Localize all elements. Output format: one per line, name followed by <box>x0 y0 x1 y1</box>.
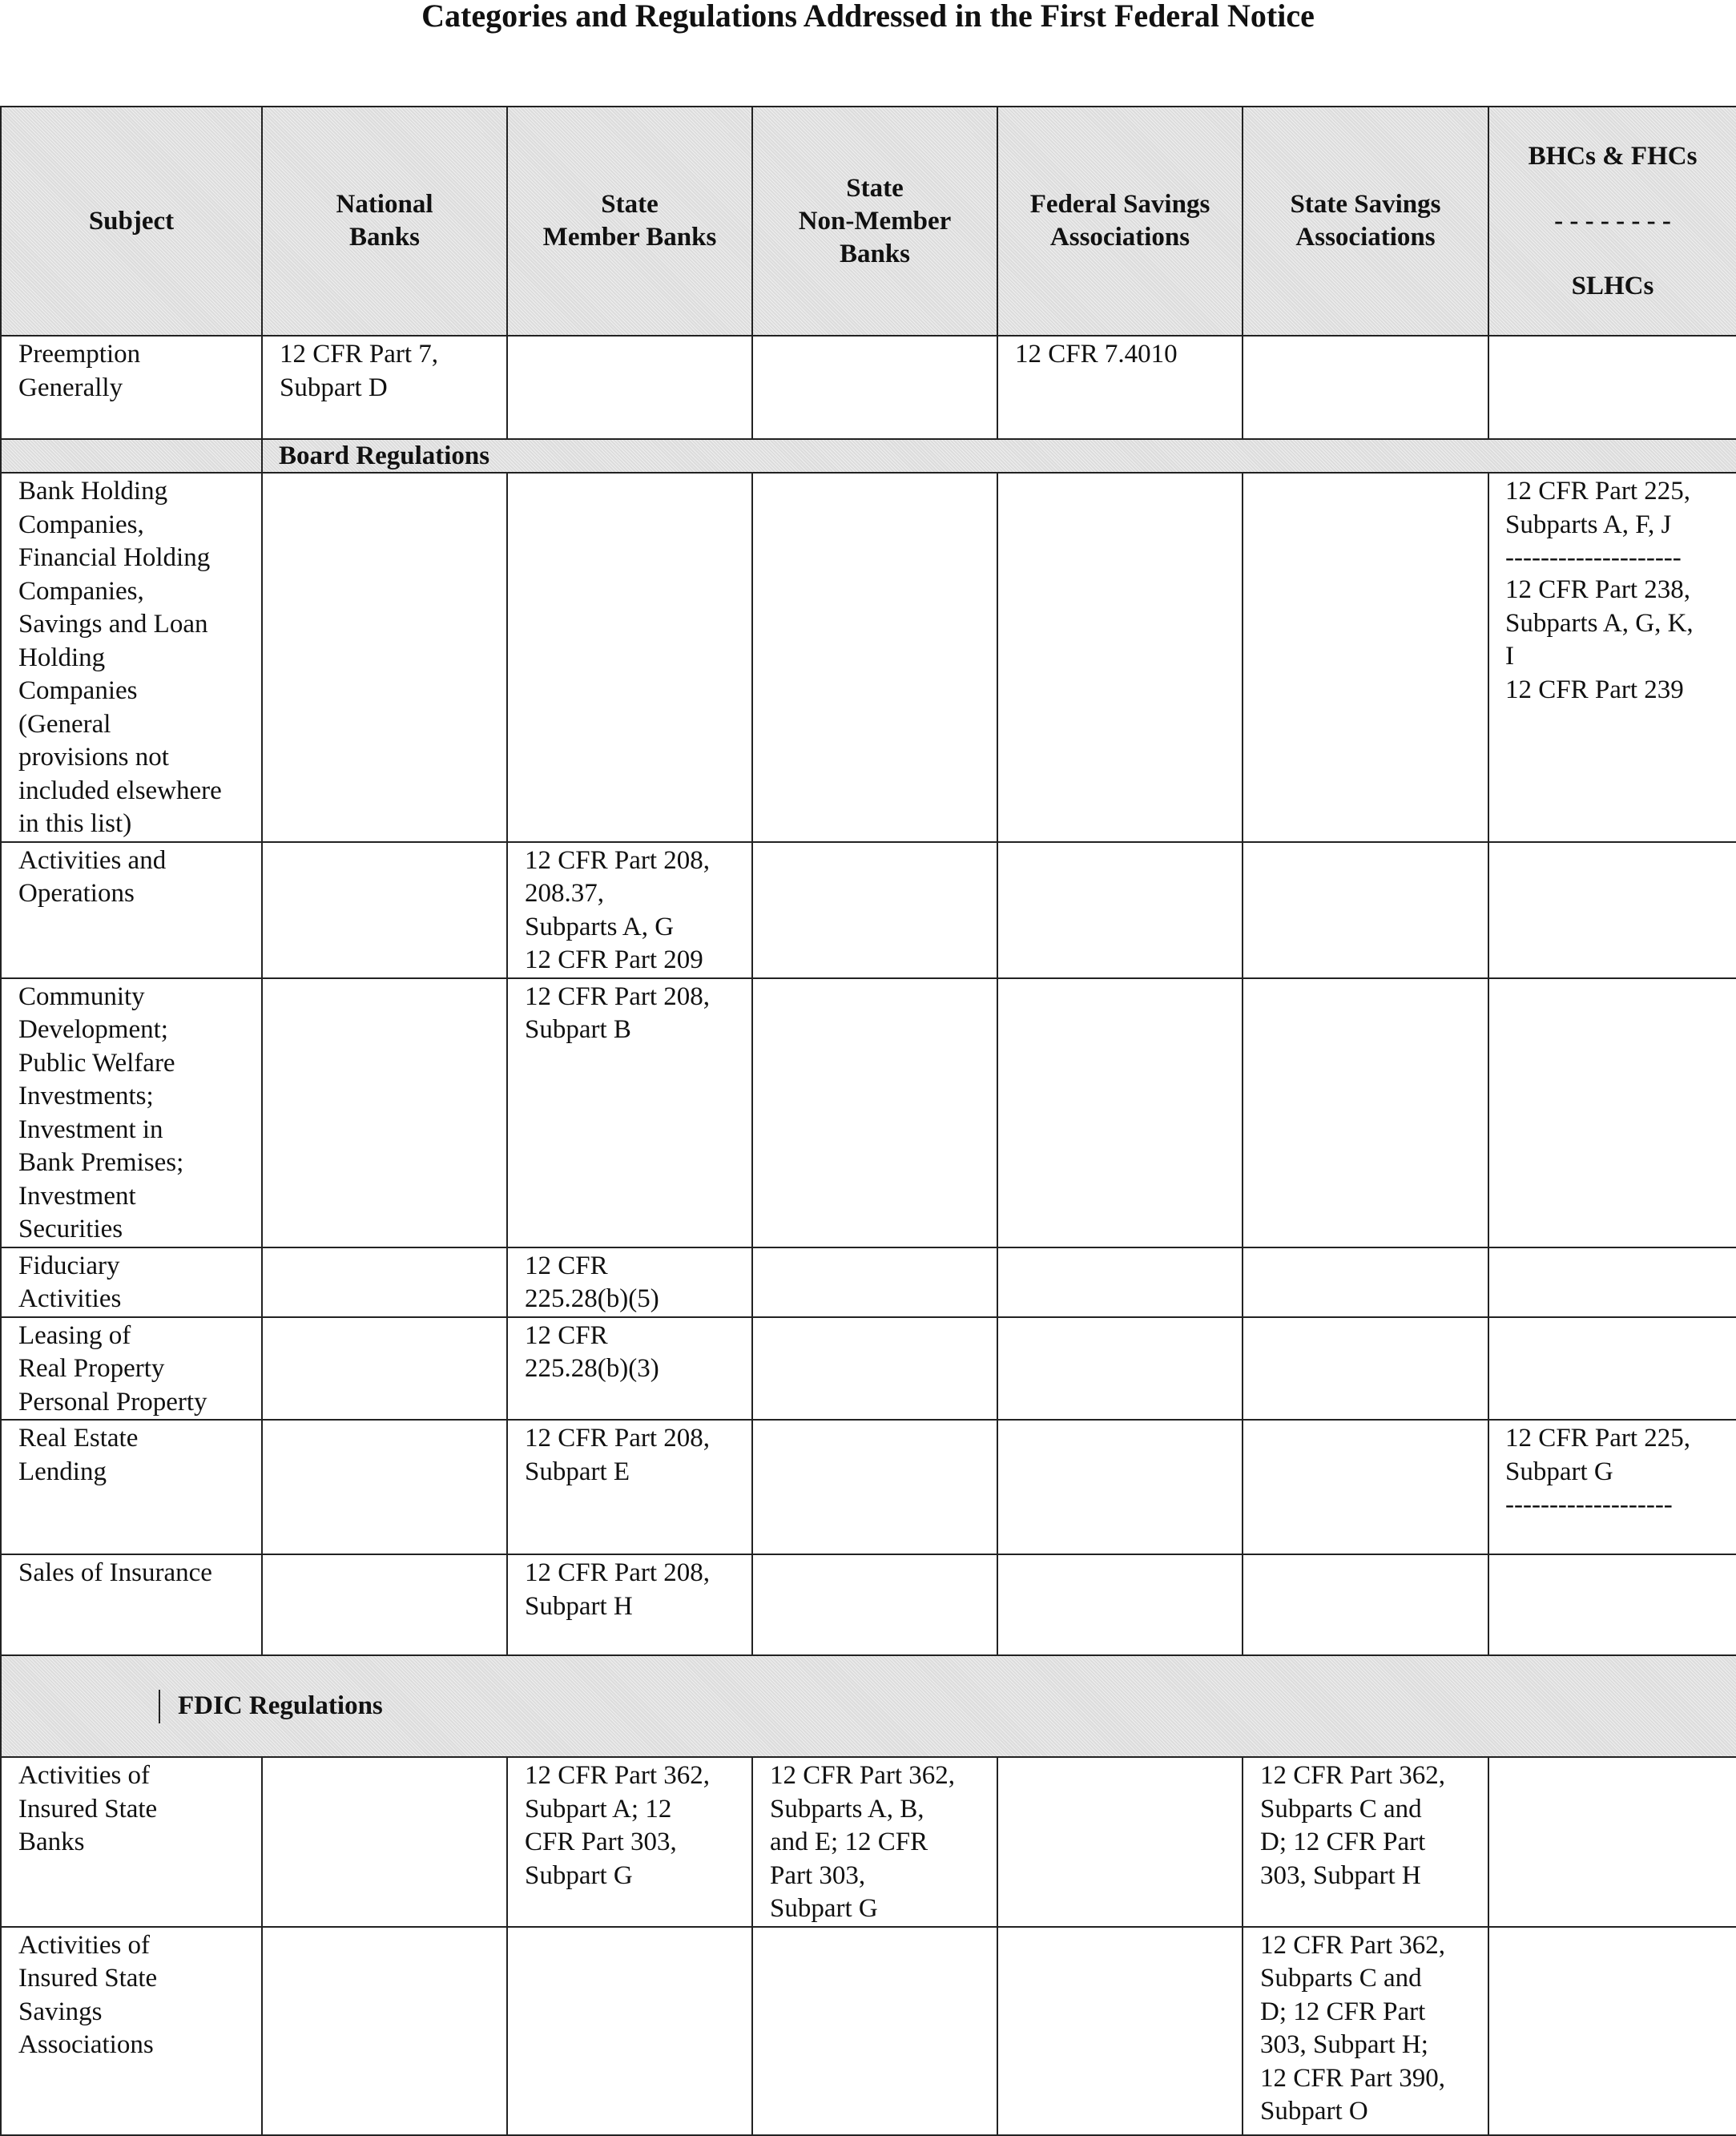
cell-state-member-banks: 12 CFR 225.28(b)(3) <box>507 1317 752 1421</box>
cell-state-savings-associations <box>1243 978 1488 1247</box>
header-row <box>1 107 1736 336</box>
section-fdic-band <box>1 1655 1736 1757</box>
cell-state-member-banks: 12 CFR 225.28(b)(5) <box>507 1247 752 1317</box>
cell-state-member-banks: 12 CFR Part 362, Subpart A; 12 CFR Part 303, Subpart G <box>507 1757 752 1927</box>
table-row <box>1 1757 1736 1927</box>
row-subject: Fiduciary Activities <box>1 1247 262 1317</box>
cell-bhcs-fhcs-slhcs <box>1488 336 1736 439</box>
section-fdic-inner <box>2 1690 1736 1723</box>
cell-state-non-member-banks <box>752 336 997 439</box>
table-row <box>1 1247 1736 1317</box>
cell-bhcs-fhcs-slhcs <box>1488 1420 1736 1554</box>
cell-federal-savings-associations <box>997 1247 1243 1317</box>
section-heading-board: Board Regulations <box>262 439 1736 473</box>
cell-state-savings-associations <box>1243 1317 1488 1421</box>
section-divider <box>159 1690 160 1723</box>
header-subject: Subject <box>1 107 262 336</box>
cell-state-non-member-banks <box>752 1247 997 1317</box>
cell-federal-savings-associations <box>997 1317 1243 1421</box>
row-subject: Activities of Insured State Savings Associations <box>1 1927 262 2135</box>
cell-bhcs-fhcs-slhcs <box>1488 1317 1736 1421</box>
cell-federal-savings-associations <box>997 1927 1243 2135</box>
cell-national-banks <box>262 1317 507 1421</box>
cell-bhcs-fhcs-slhcs <box>1488 1927 1736 2135</box>
cell-federal-savings-associations <box>997 1757 1243 1927</box>
cell-state-non-member-banks <box>752 1554 997 1655</box>
bhc-regulations: 12 CFR Part 225, Subpart G <box>1505 1424 1691 1486</box>
cell-state-non-member-banks <box>752 1317 997 1421</box>
cell-national-banks <box>262 978 507 1247</box>
header-bhcs-fhcs: BHCs & FHCs <box>1528 142 1698 171</box>
cell-state-non-member-banks <box>752 1420 997 1554</box>
cell-state-savings-associations: 12 CFR Part 362, Subparts C and D; 12 CFR Part 303, Subpart H; 12 CFR Part 390, Subpart O <box>1243 1927 1488 2135</box>
cell-bhcs-fhcs-slhcs <box>1488 1247 1736 1317</box>
cell-state-member-banks <box>507 336 752 439</box>
table-row <box>1 978 1736 1247</box>
cell-state-non-member-banks <box>752 842 997 978</box>
cell-national-banks <box>262 1757 507 1927</box>
table-row <box>1 336 1736 439</box>
cell-bhcs-fhcs-slhcs <box>1488 1757 1736 1927</box>
cell-federal-savings-associations <box>997 978 1243 1247</box>
cell-state-savings-associations <box>1243 336 1488 439</box>
bhc-regulations: 12 CFR Part 225, Subparts A, F, J <box>1505 477 1691 539</box>
bhc-divider: -------------------- <box>1505 543 1682 572</box>
row-subject: Bank Holding Companies, Financial Holding Companies, Savings and Loan Holding Companies (General provisions not included elsewhere in this list) <box>1 473 262 842</box>
section-spacer <box>1 439 262 473</box>
cell-state-non-member-banks <box>752 1927 997 2135</box>
header-slhcs: SLHCs <box>1571 272 1654 300</box>
cell-state-savings-associations <box>1243 842 1488 978</box>
cell-federal-savings-associations <box>997 842 1243 978</box>
cell-state-savings-associations <box>1243 1247 1488 1317</box>
cell-state-savings-associations <box>1243 1420 1488 1554</box>
header-state-member-banks: State Member Banks <box>507 107 752 336</box>
cell-bhcs-fhcs-slhcs <box>1488 1554 1736 1655</box>
table-row <box>1 473 1736 842</box>
cell-national-banks <box>262 842 507 978</box>
header-state-savings-associations: State Savings Associations <box>1243 107 1488 336</box>
cell-bhcs-fhcs-slhcs <box>1488 473 1736 842</box>
cell-state-savings-associations <box>1243 473 1488 842</box>
cell-state-member-banks <box>507 1927 752 2135</box>
header-divider: - - - - - - - - <box>1554 207 1671 236</box>
cell-state-member-banks: 12 CFR Part 208, Subpart B <box>507 978 752 1247</box>
header-federal-savings-associations: Federal Savings Associations <box>997 107 1243 336</box>
cell-state-member-banks: 12 CFR Part 208, Subpart E <box>507 1420 752 1554</box>
cell-federal-savings-associations <box>997 1420 1243 1554</box>
cell-national-banks <box>262 473 507 842</box>
header-bhcs-fhcs-slhcs <box>1488 107 1736 336</box>
table-row <box>1 842 1736 978</box>
cell-national-banks <box>262 1554 507 1655</box>
bhc-divider: ------------------- <box>1505 1490 1673 1519</box>
cell-state-member-banks: 12 CFR Part 208, 208.37, Subparts A, G 12 CFR Part 209 <box>507 842 752 978</box>
cell-state-member-banks: 12 CFR Part 208, Subpart H <box>507 1554 752 1655</box>
section-heading-fdic: FDIC Regulations <box>178 1691 383 1720</box>
cell-national-banks <box>262 1247 507 1317</box>
row-subject: Activities and Operations <box>1 842 262 978</box>
section-row-board <box>1 439 1736 473</box>
cell-national-banks <box>262 1420 507 1554</box>
cell-bhcs-fhcs-slhcs <box>1488 978 1736 1247</box>
cell-federal-savings-associations <box>997 1554 1243 1655</box>
row-subject: Leasing of Real Property Personal Property <box>1 1317 262 1421</box>
header-national-banks: National Banks <box>262 107 507 336</box>
page-title: Categories and Regulations Addressed in the First Federal Notice <box>421 0 1315 34</box>
cell-federal-savings-associations: 12 CFR 7.4010 <box>997 336 1243 439</box>
cell-state-non-member-banks: 12 CFR Part 362, Subparts A, B, and E; 12 CFR Part 303, Subpart G <box>752 1757 997 1927</box>
row-subject: Activities of Insured State Banks <box>1 1757 262 1927</box>
cell-national-banks: 12 CFR Part 7, Subpart D <box>262 336 507 439</box>
row-subject: Community Development; Public Welfare Investments; Investment in Bank Premises; Investment Securities <box>1 978 262 1247</box>
table-row <box>1 1554 1736 1655</box>
cell-bhcs-fhcs-slhcs <box>1488 842 1736 978</box>
regulations-table <box>0 106 1736 2136</box>
cell-state-non-member-banks <box>752 473 997 842</box>
table-row <box>1 1317 1736 1421</box>
section-row-fdic <box>1 1655 1736 1757</box>
header-state-non-member-banks: State Non-Member Banks <box>752 107 997 336</box>
row-subject: Preemption Generally <box>1 336 262 439</box>
table-row <box>1 1420 1736 1554</box>
row-subject: Real Estate Lending <box>1 1420 262 1554</box>
cell-state-non-member-banks <box>752 978 997 1247</box>
cell-state-savings-associations: 12 CFR Part 362, Subparts C and D; 12 CFR Part 303, Subpart H <box>1243 1757 1488 1927</box>
slhc-regulations: 12 CFR Part 238, Subparts A, G, K, I 12 CFR Part 239 <box>1505 575 1694 704</box>
cell-state-savings-associations <box>1243 1554 1488 1655</box>
table-row <box>1 1927 1736 2135</box>
cell-state-member-banks <box>507 473 752 842</box>
cell-federal-savings-associations <box>997 473 1243 842</box>
row-subject: Sales of Insurance <box>1 1554 262 1655</box>
cell-national-banks <box>262 1927 507 2135</box>
